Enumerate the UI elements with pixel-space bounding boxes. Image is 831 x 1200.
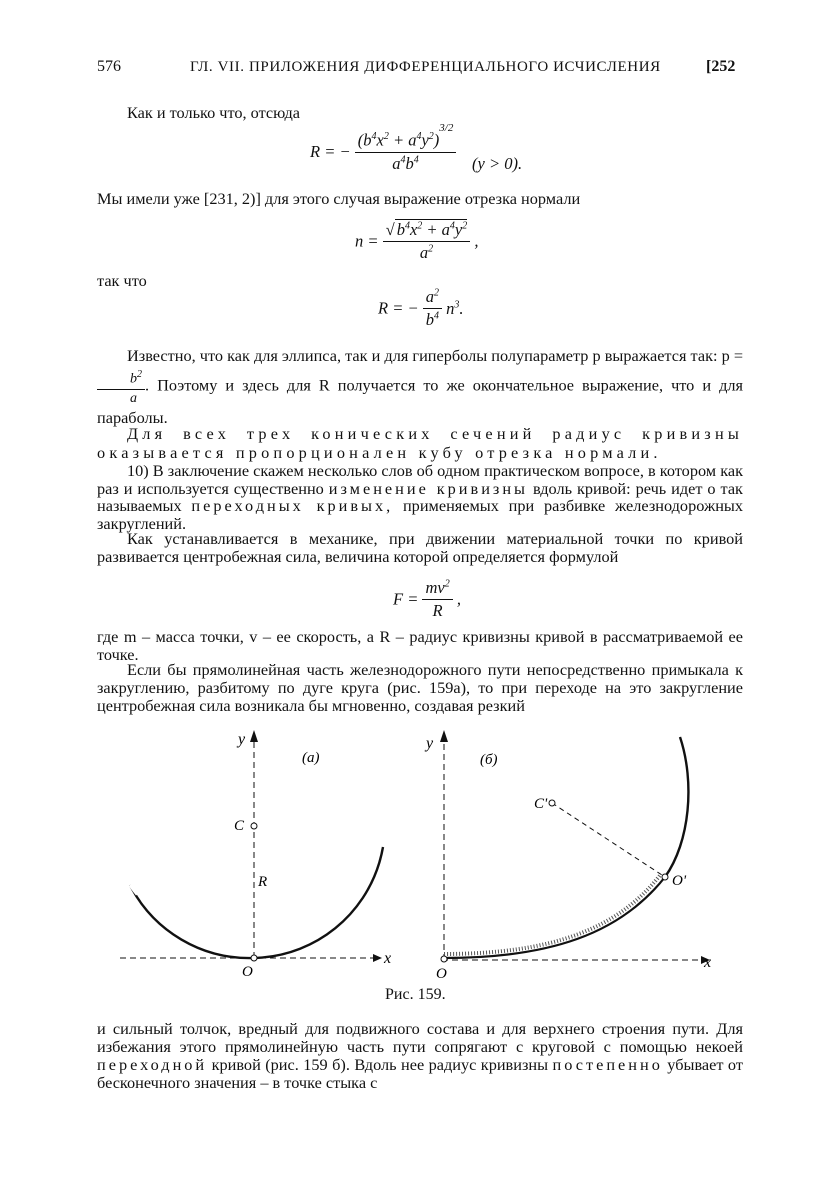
paragraph: где m – масса точки, v – ее скорость, а R – радиус кривизны кривой в рассматриваемой ее точке. xyxy=(97,627,743,664)
page-number: 576 xyxy=(97,58,121,75)
x-label: x xyxy=(384,950,392,967)
formula-radius-normal: R = − $\frac{a^2}{b^4}$ $n^3$. xyxy=(378,287,464,329)
running-title: ГЛ. VII. ПРИЛОЖЕНИЯ ДИФФЕРЕНЦИАЛЬНОГО ИСЧИСЛЕНИЯ xyxy=(190,59,661,75)
paragraph: Если бы прямолинейная часть железнодорожного пути непосредственно примыкала к закруглению, разбитому по дуге круга (рис. 159а), то при переходе на это закругление центробежная сила возникала бы мгновенно, создавая резкий xyxy=(97,660,743,715)
radius-line xyxy=(552,803,665,877)
junction-point xyxy=(662,874,668,880)
formula-normal-segment: n = $\frac{√ b^4x^2 + a^4y^2}{a^2}$ , xyxy=(355,220,479,262)
origin-point xyxy=(251,955,257,961)
center-point xyxy=(251,823,257,829)
y-label: y xyxy=(426,735,434,752)
origin-label: O xyxy=(242,964,253,980)
center-label: C' xyxy=(534,796,548,812)
paragraph: 10) В заключение скажем несколько слов об одном практическом вопросе, в котором как раз и используется существенно изменение кривизны вдоль кривой: речь идет о так называемых переходных кривых, применяемых при разбивке железнодорожных закруглений. xyxy=(97,461,743,533)
paragraph: Известно, что как для эллипса, так и для гиперболы полупараметр p выражается так: p = $\frac{b^2}{a}$ . Поэтому и здесь для R получается то же окончательное выражение, что и для параболы. xyxy=(97,346,743,427)
radius-label: R xyxy=(258,874,268,890)
y-label: y xyxy=(238,731,246,748)
figure-panel-b xyxy=(424,730,711,982)
center-point xyxy=(549,800,555,806)
circular-arc xyxy=(130,847,383,958)
y-axis-arrow xyxy=(250,730,258,742)
transition-curve xyxy=(444,877,665,958)
origin-label: O xyxy=(436,966,447,982)
section-number: [252 xyxy=(706,58,736,75)
fraction-b2-a: $\frac{b^2}{a}$ xyxy=(97,367,145,407)
center-label: C xyxy=(234,818,245,834)
paragraph: Мы имели уже [231, 2)] для этого случая выражение отрезка нормали xyxy=(97,189,581,208)
origin-point xyxy=(441,956,447,962)
panel-label: (б) xyxy=(480,752,498,768)
formula-condition: (y > 0). xyxy=(472,154,523,173)
y-axis-arrow xyxy=(440,730,448,742)
figure-159 xyxy=(120,722,730,982)
formula-centrifugal-force: F = $\frac{mv^2}{R}$ , xyxy=(393,578,461,620)
arc-dash-gap xyxy=(130,885,180,929)
x-label: x xyxy=(704,954,712,971)
paragraph-emphasis: Для всех трех конических сечений радиус кривизны оказывается пропорционален кубу отрезка нормали. xyxy=(97,424,743,462)
figure-panel-a xyxy=(120,730,391,980)
transition-curve-hatching xyxy=(444,874,661,954)
paragraph: Как и только что, отсюда xyxy=(127,103,300,122)
paragraph: и сильный толчок, вредный для подвижного состава и для верхнего строения пути. Для избежания этого прямолинейную часть пути сопрягают с круговой с помощью некоей переходной кривой (рис. 159 б). Вдоль нее радиус кривизны постепенно убывает от бесконечного значения – в точке стыка с xyxy=(97,1019,743,1092)
paragraph: так что xyxy=(97,271,147,290)
formula-radius-hyperbola: R = − $\frac{(b^4x^2 + a^4y^2)^{3/2}}{a^4b^4}$ xyxy=(310,130,456,174)
paragraph: Как устанавливается в механике, при движении материальной точки по кривой развивается центробежная сила, величина которой определяется формулой xyxy=(97,529,743,566)
panel-label: (а) xyxy=(302,750,320,766)
junction-label: O' xyxy=(672,873,687,889)
figure-caption: Рис. 159. xyxy=(385,986,446,1003)
x-axis-arrow xyxy=(373,954,382,962)
circular-arc xyxy=(665,737,688,877)
